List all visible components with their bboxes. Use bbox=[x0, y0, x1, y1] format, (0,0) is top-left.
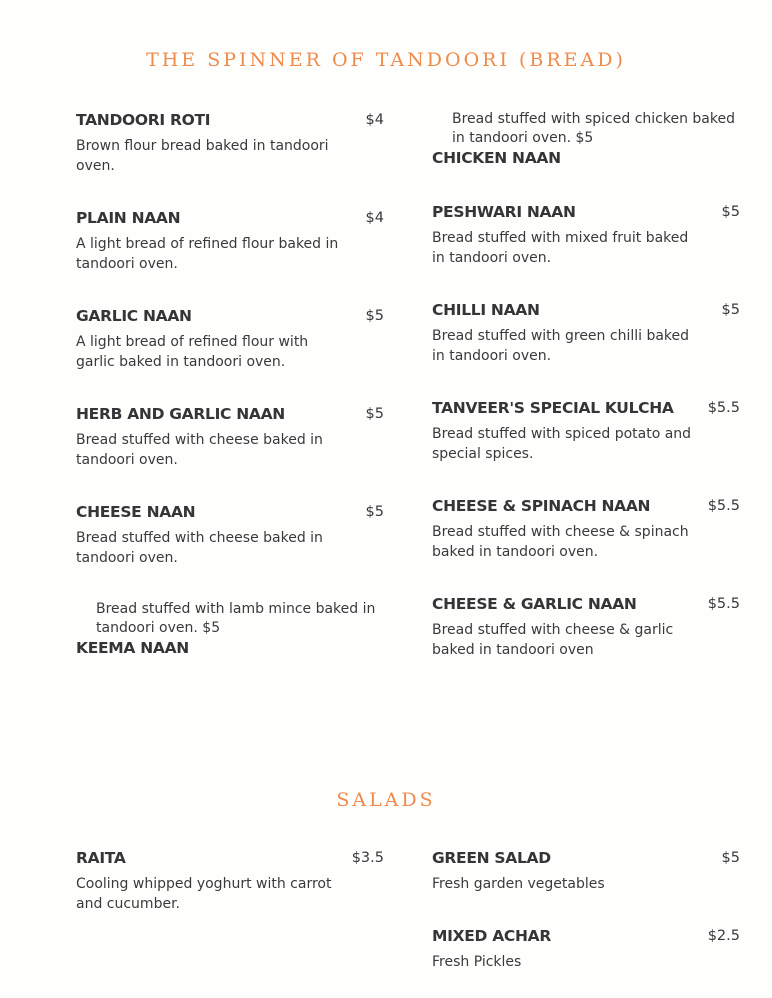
menu-item-mixed-achar bbox=[432, 926, 740, 972]
item-price: $4 bbox=[365, 112, 384, 128]
item-price: $4 bbox=[365, 210, 384, 226]
item-name: CHICKEN NAAN bbox=[432, 149, 561, 167]
menu-item-garlic-naan bbox=[76, 306, 384, 372]
item-price: $2.5 bbox=[707, 928, 740, 944]
item-description: Fresh Pickles bbox=[432, 954, 522, 970]
item-description: Fresh garden vegetables bbox=[432, 876, 605, 892]
item-price: $5.5 bbox=[707, 596, 740, 612]
menu-item-tandoori-roti bbox=[76, 110, 384, 176]
menu-item-plain-naan bbox=[76, 208, 384, 274]
menu-item-raita bbox=[76, 848, 384, 914]
item-description: Brown flour bread baked in tandoori oven. bbox=[76, 138, 329, 174]
item-price: $5.5 bbox=[707, 498, 740, 514]
item-description: A light bread of refined flour with garlic baked in tandoori oven. bbox=[76, 334, 309, 370]
menu-item-chilli-naan bbox=[432, 300, 740, 366]
item-name: CHEESE & GARLIC NAAN bbox=[432, 595, 637, 613]
menu-item-cheese-garlic-naan bbox=[432, 594, 740, 660]
item-name: CHILLI NAAN bbox=[432, 301, 540, 319]
item-name: KEEMA NAAN bbox=[76, 639, 189, 657]
menu-item-peshwari-naan bbox=[432, 202, 740, 268]
item-description: Bread stuffed with lamb mince baked in tandoori oven. $5 bbox=[96, 601, 376, 636]
item-price: $5.5 bbox=[707, 400, 740, 416]
item-description: Cooling whipped yoghurt with carrot and cucumber. bbox=[76, 876, 332, 912]
menu-item-cheese-naan bbox=[76, 502, 384, 568]
item-description: Bread stuffed with cheese baked in tandoori oven. bbox=[76, 432, 323, 468]
item-price: $5 bbox=[365, 504, 384, 520]
menu-item-keema-naan bbox=[76, 600, 384, 658]
item-price: $3.5 bbox=[351, 850, 384, 866]
item-description: Bread stuffed with spiced chicken baked in tandoori oven. $5 bbox=[452, 111, 735, 146]
item-name: GREEN SALAD bbox=[432, 849, 551, 867]
item-price: $5 bbox=[721, 850, 740, 866]
item-price: $5 bbox=[721, 302, 740, 318]
item-description: Bread stuffed with green chilli baked in tandoori oven. bbox=[432, 328, 690, 364]
item-name: MIXED ACHAR bbox=[432, 927, 551, 945]
item-description: Bread stuffed with cheese & spinach baked in tandoori oven. bbox=[432, 524, 689, 560]
item-description: Bread stuffed with mixed fruit baked in tandoori oven. bbox=[432, 230, 689, 266]
menu-item-chicken-naan bbox=[432, 110, 740, 168]
item-name: HERB AND GARLIC NAAN bbox=[76, 405, 285, 423]
item-price: $5 bbox=[365, 406, 384, 422]
menu-item-green-salad bbox=[432, 848, 740, 894]
item-name: GARLIC NAAN bbox=[76, 307, 192, 325]
item-description: Bread stuffed with cheese & garlic baked in tandoori oven bbox=[432, 622, 674, 658]
item-name: PESHWARI NAAN bbox=[432, 203, 576, 221]
item-name: TANDOORI ROTI bbox=[76, 111, 211, 129]
item-description: Bread stuffed with cheese baked in tandoori oven. bbox=[76, 530, 323, 566]
menu-item-tanveers-special-kulcha bbox=[432, 398, 740, 464]
section-title-salads: SALADS bbox=[336, 788, 436, 811]
menu-item-cheese-spinach-naan bbox=[432, 496, 740, 562]
section-title-bread: THE SPINNER OF TANDOORI (BREAD) bbox=[146, 48, 626, 71]
item-description: Bread stuffed with spiced potato and special spices. bbox=[432, 426, 692, 462]
item-price: $5 bbox=[721, 204, 740, 220]
item-name: RAITA bbox=[76, 849, 126, 867]
item-price: $5 bbox=[365, 308, 384, 324]
item-name: CHEESE NAAN bbox=[76, 503, 196, 521]
item-description: A light bread of refined flour baked in tandoori oven. bbox=[76, 236, 339, 272]
item-name: CHEESE & SPINACH NAAN bbox=[432, 497, 651, 515]
item-name: PLAIN NAAN bbox=[76, 209, 181, 227]
item-name: TANVEER'S SPECIAL KULCHA bbox=[432, 399, 674, 417]
menu-item-herb-and-garlic-naan bbox=[76, 404, 384, 470]
